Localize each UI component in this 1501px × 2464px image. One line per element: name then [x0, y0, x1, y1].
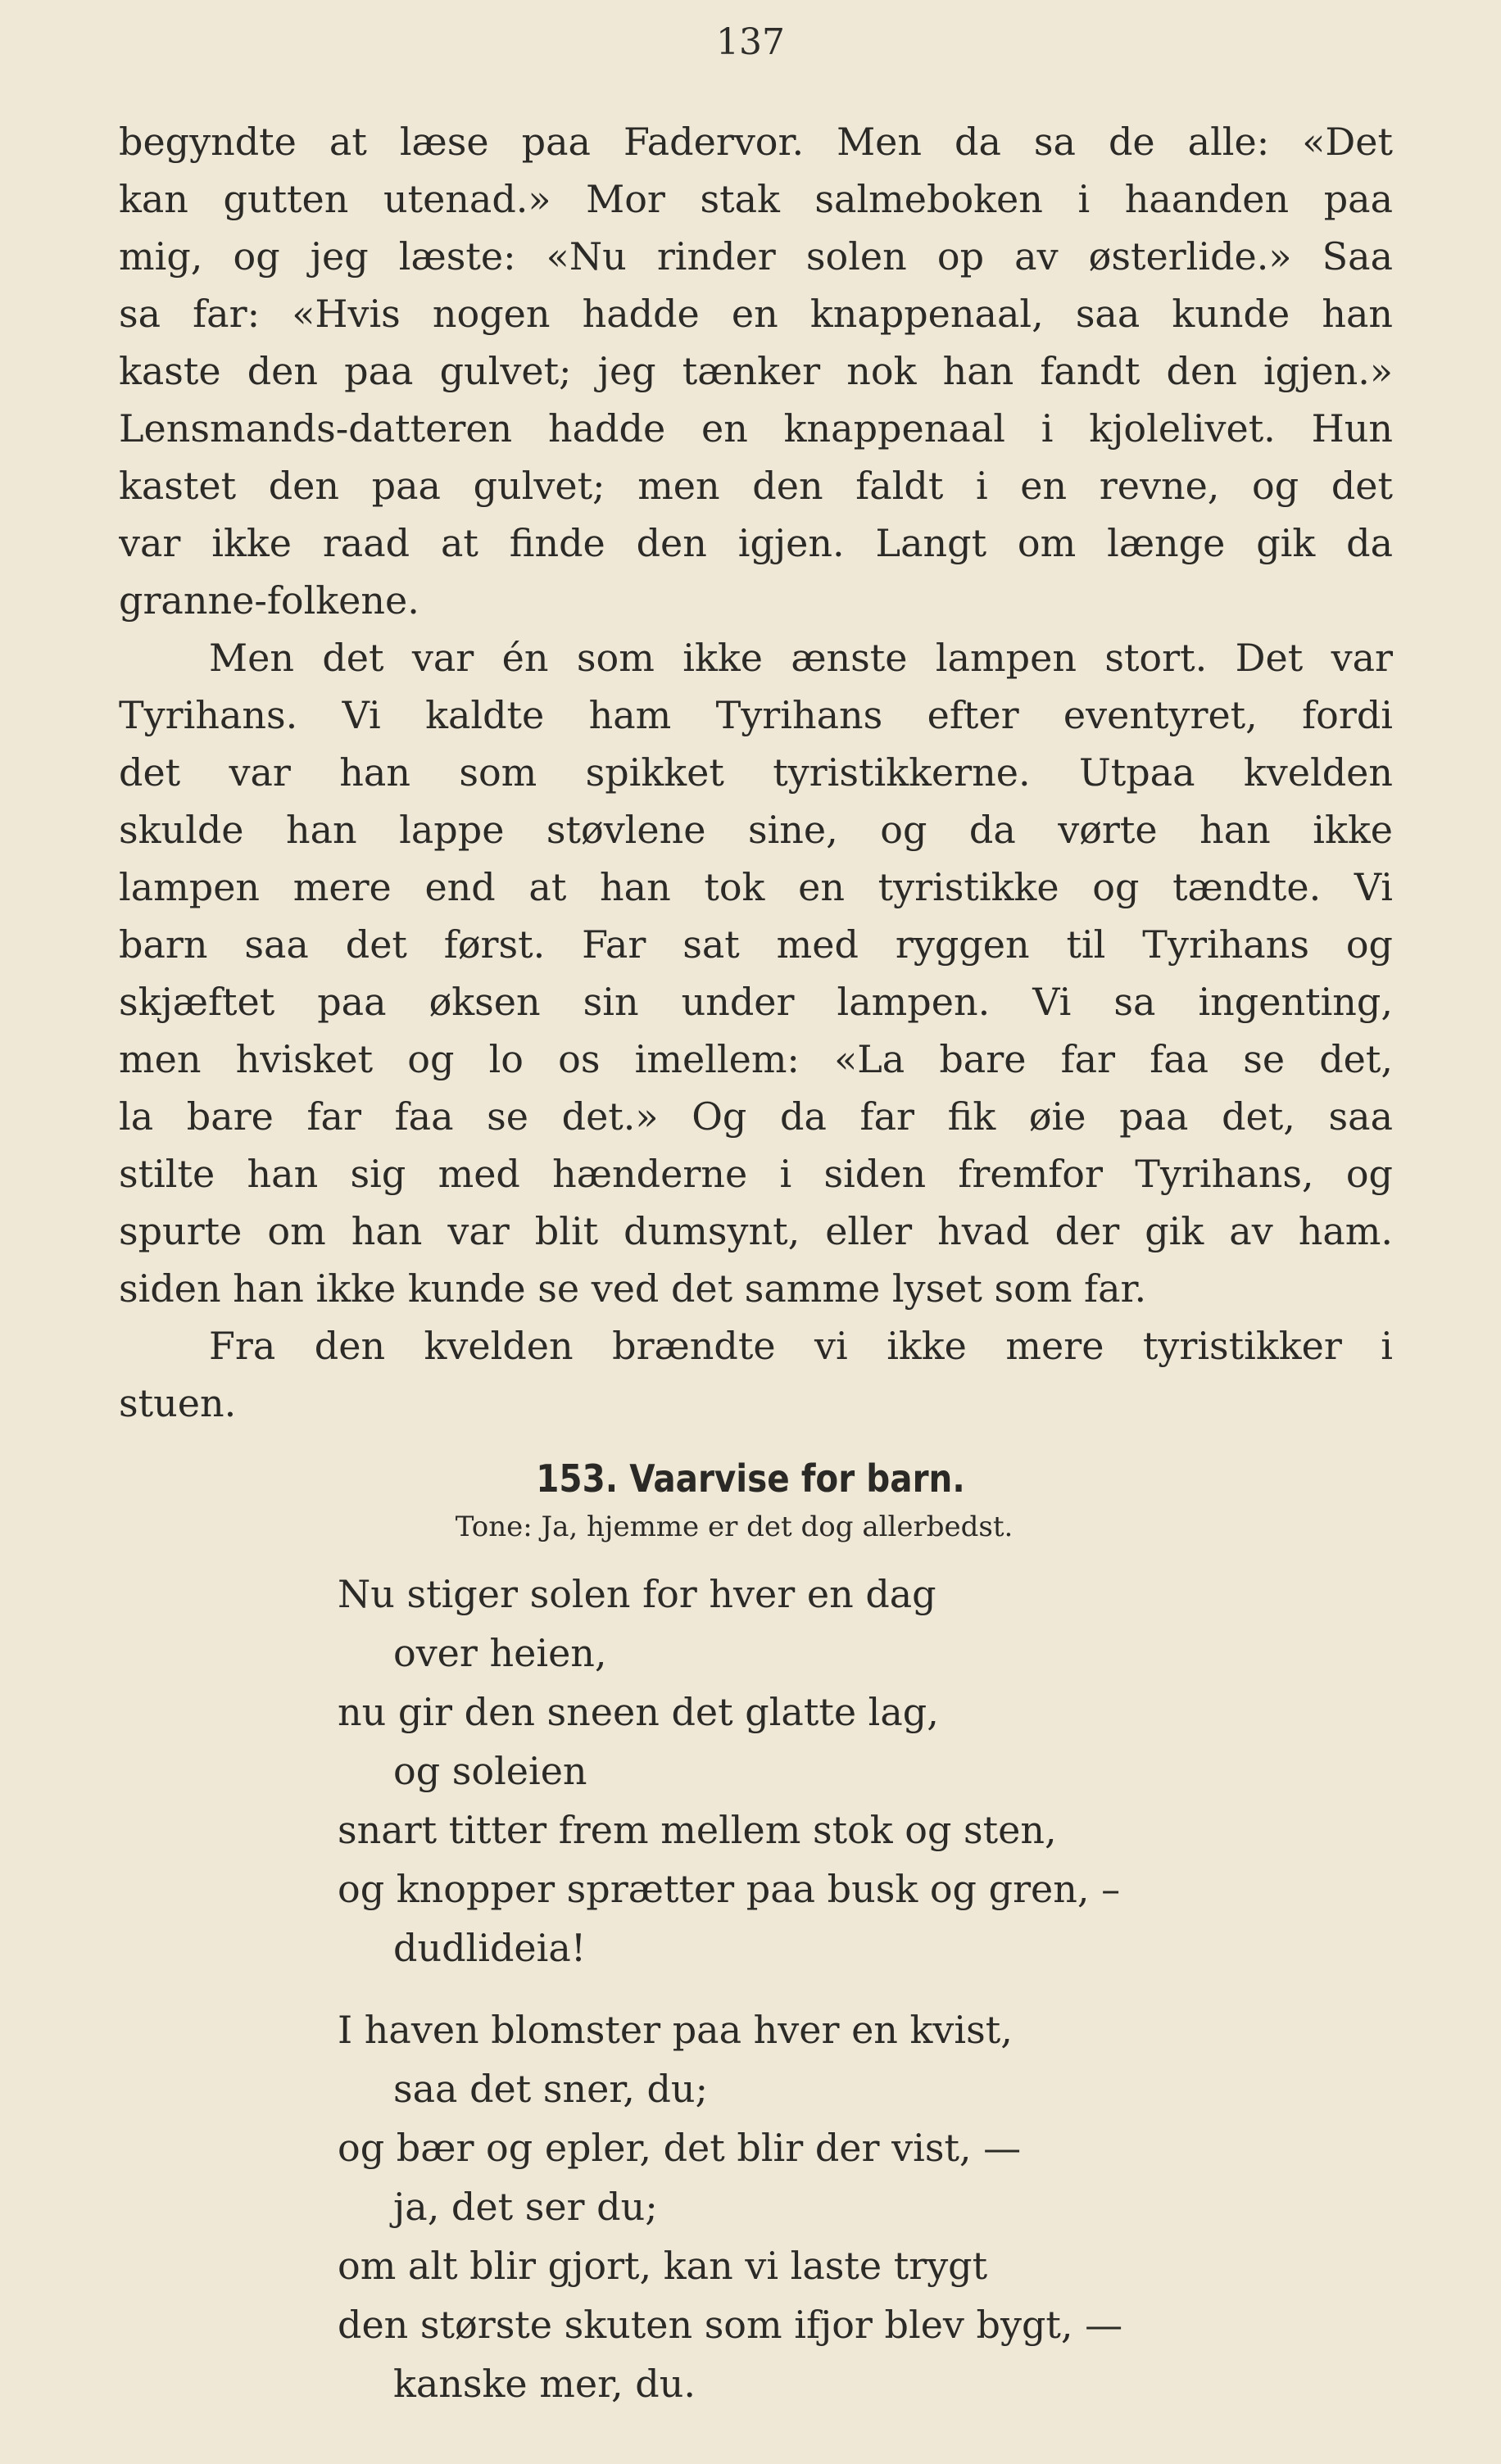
- song-verses: [338, 1565, 1321, 2413]
- prose-line: skjæftet paa øksen sin under lampen. Vi sa ingenting,: [119, 980, 1393, 1024]
- prose-line: lampen mere end at han tok en tyristikke og tændte. Vi: [119, 865, 1393, 909]
- verse-line: dudlideia!: [393, 1926, 587, 1970]
- prose-line: Tyrihans. Vi kaldte ham Tyrihans efter eventyret, fordi: [119, 693, 1393, 737]
- song-title: 153. Vaarvise for barn.: [536, 1456, 965, 1501]
- stanza: [338, 1565, 1321, 1977]
- prose-line: Lensmands-datteren hadde en knappenaal i kjolelivet. Hun: [119, 406, 1393, 451]
- prose-line: la bare far faa se det.» Og da far fik øie paa det, saa: [119, 1094, 1393, 1139]
- prose-line: stuen.: [119, 1381, 237, 1425]
- prose-line: barn saa det først. Far sat med ryggen til Tyrihans og: [119, 922, 1393, 967]
- prose-line: kastet den paa gulvet; men den faldt i en revne, og det: [119, 464, 1393, 508]
- prose-line: Fra den kvelden brændte vi ikke mere tyristikker i: [209, 1324, 1393, 1368]
- prose-line: det var han som spikket tyristikkerne. Utpaa kvelden: [119, 750, 1393, 795]
- verse-line: ja, det ser du;: [393, 2185, 658, 2229]
- verse-line: over heien,: [393, 1631, 607, 1675]
- verse-line: og soleien: [393, 1749, 587, 1793]
- prose-line: begyndte at læse paa Fadervor. Men da sa de alle: «Det: [119, 120, 1393, 164]
- prose-line: kaste den paa gulvet; jeg tænker nok han fandt den igjen.»: [119, 349, 1393, 393]
- stanza-gap: [338, 1977, 1321, 2000]
- prose-line: kan gutten utenad.» Mor stak salmeboken i haanden paa: [119, 177, 1393, 221]
- prose-line: sa far: «Hvis nogen hadde en knappenaal, saa kunde han: [119, 292, 1393, 336]
- page-number: 137: [716, 21, 785, 63]
- verse-line: saa det sner, du;: [393, 2067, 709, 2111]
- song-tune: Tone: Ja, hjemme er det dog allerbedst.: [455, 1511, 1014, 1543]
- verse-line: snart titter frem mellem stok og sten,: [338, 1808, 1057, 1852]
- prose-line: spurte om han var blit dumsynt, eller hvad der gik av ham.: [119, 1209, 1393, 1253]
- prose-line: siden han ikke kunde se ved det samme lyset som far.: [119, 1266, 1147, 1311]
- verse-line: Nu stiger solen for hver en dag: [338, 1572, 936, 1616]
- verse-line: nu gir den sneen det glatte lag,: [338, 1690, 939, 1734]
- prose-line: mig, og jeg læste: «Nu rinder solen op av østerlide.» Saa: [119, 234, 1393, 279]
- verse-line: den største skuten som ifjor blev bygt, —: [338, 2303, 1123, 2347]
- prose-line: skulde han lappe støvlene sine, og da vørte han ikke: [119, 808, 1393, 852]
- verse-line: I haven blomster paa hver en kvist,: [338, 2008, 1013, 2052]
- verse-line: og bær og epler, det blir der vist, —: [338, 2126, 1022, 2170]
- prose-line: granne-folkene.: [119, 578, 419, 623]
- prose-line: stilte han sig med hænderne i siden fremfor Tyrihans, og: [119, 1152, 1393, 1196]
- prose-line: men hvisket og lo os imellem: «La bare far faa se det,: [119, 1037, 1393, 1081]
- prose-line: var ikke raad at finde den igjen. Langt om længe gik da: [119, 521, 1393, 565]
- verse-line: om alt blir gjort, kan vi laste trygt: [338, 2244, 988, 2288]
- prose-text: [119, 113, 1393, 1432]
- verse-line: og knopper sprætter paa busk og gren, –: [338, 1867, 1121, 1911]
- prose-line: Men det var én som ikke ænste lampen stort. Det var: [209, 636, 1393, 680]
- stanza: [338, 2000, 1321, 2413]
- verse-line: kanske mer, du.: [393, 2362, 696, 2406]
